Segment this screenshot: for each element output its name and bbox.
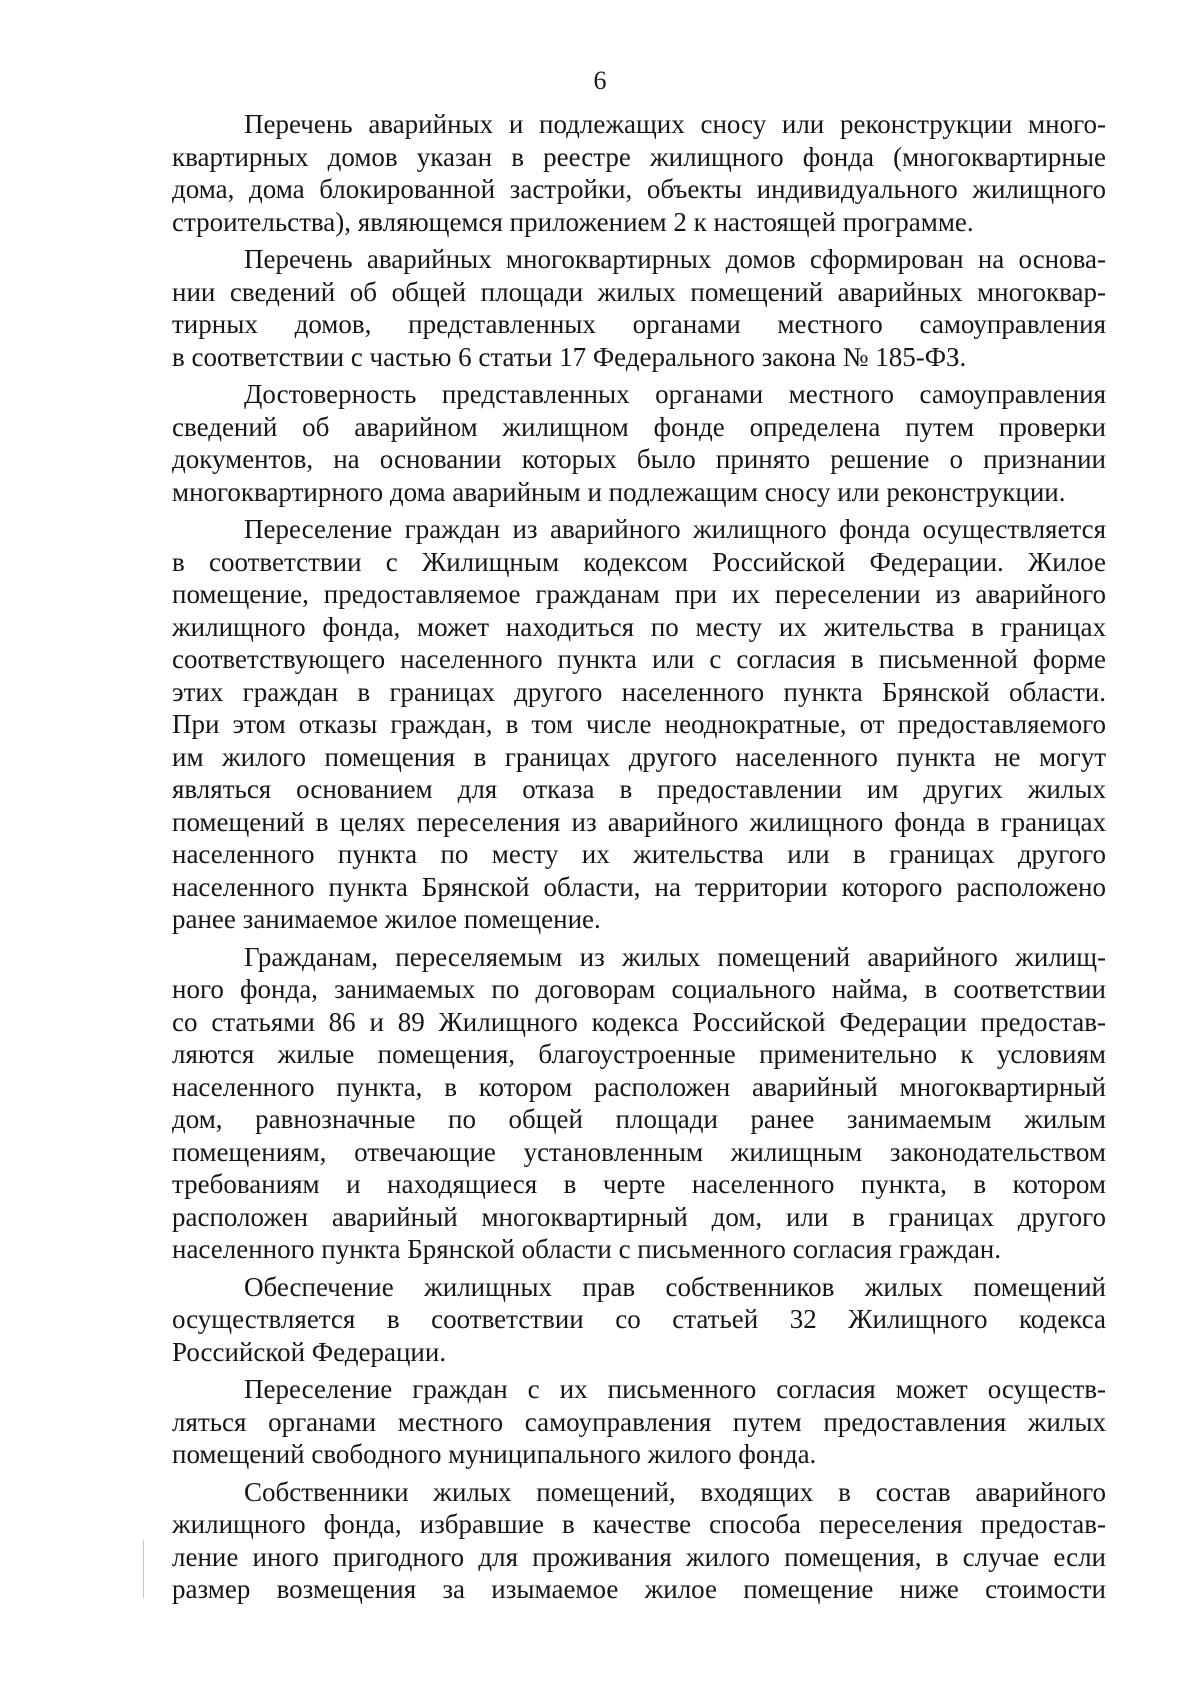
text-line: тирных домов, представленных органами местного самоуправления [172,309,1106,339]
paragraph [172,108,1106,238]
text-line: помещений в целях переселения из аварийного жилищного фонда в границах [172,806,1106,837]
text-line: требованиям и находящиеся в черте населенного пункта, в котором [172,1169,1106,1199]
text-line: осуществляется в соответствии со статьей 32 Жилищного кодекса [172,1304,1106,1334]
text-line: размер возмещения за изымаемое жилое помещение ниже стоимости [172,1574,1106,1604]
text-line: Собственники жилых помещений, входящих в состав аварийного [244,1476,1106,1507]
text-line: помещениям, отвечающие установленным жилищным законодательством [172,1136,1106,1167]
paragraph [172,1271,1106,1369]
text-line: нии сведений об общей площади жилых помещений аварийных многоквар- [172,276,1106,307]
text-line: ляться органами местного самоуправления путем предоставления жилых [172,1406,1106,1437]
text-line: ранее занимаемое жилое помещение. [172,904,601,934]
text-line: Перечень аварийных и подлежащих сносу или реконструкции много- [244,109,1106,139]
document-body [172,108,1106,1611]
text-line: населенного пункта, в котором расположен аварийный многоквартирный [172,1071,1106,1102]
text-line: расположен аварийный многоквартирный дом, или в границах другого [172,1201,1106,1232]
text-line: Переселение граждан с их письменного согласия может осуществ- [244,1374,1106,1404]
text-line: в соответствии с частью 6 статьи 17 Федерального закона № 185-ФЗ. [172,341,967,372]
text-line: Переселение граждан из аварийного жилищного фонда осуществляется [244,514,1106,544]
text-line: Перечень аварийных многоквартирных домов сформирован на основа- [244,244,1106,274]
text-line: квартирных домов указан в реестре жилищного фонда (многоквартирные [172,141,1106,172]
text-line: Российской Федерации. [172,1336,447,1367]
paragraph [172,513,1106,936]
text-line: Достоверность представленных органами местного самоуправления [244,379,1106,409]
text-line: населенного пункта Брянской области с письменного согласия граждан. [172,1234,1001,1264]
paragraph [172,1476,1106,1606]
text-line: документов, на основании которых было принято решение о признании [172,444,1106,474]
text-line: строительства), являющемся приложением 2 к настоящей программе. [172,206,974,237]
text-line: им жилого помещения в границах другого населенного пункта не могут [172,741,1106,772]
text-line: ного фонда, занимаемых по договорам социального найма, в соответствии [172,974,1106,1004]
text-line: сведений об аварийном жилищном фонде определена путем проверки [172,411,1106,442]
text-line: жилищного фонда, может находиться по месту их жительства в границах [172,611,1106,642]
text-line: ление иного пригодного для проживания жилого помещения, в случае если [172,1541,1106,1572]
text-line: дом, равнозначные по общей площади ранее занимаемым жилым [172,1104,1106,1134]
page-number: 6 [593,66,607,95]
text-line: населенного пункта Брянской области, на территории которого расположено [172,871,1106,902]
text-line: жилищного фонда, избравшие в качестве способа переселения предостав- [172,1509,1106,1539]
paragraph [172,243,1106,373]
text-line: соответствующего населенного пункта или с согласия в письменной форме [172,644,1106,674]
text-line: ляются жилые помещения, благоустроенные применительно к условиям [172,1039,1106,1069]
text-line: Гражданам, переселяемым из жилых помещений аварийного жилищ- [244,941,1106,972]
text-line: помещение, предоставляемое гражданам при их переселении из аварийного [172,579,1106,609]
scan-margin-mark [143,1540,144,1598]
text-line: населенного пункта по месту их жительства или в границах другого [172,839,1106,869]
text-line: многоквартирного дома аварийным и подлежащим сносу или реконструкции. [172,476,1066,507]
text-line: помещений свободного муниципального жилого фонда. [172,1439,817,1469]
text-line: дома, дома блокированной застройки, объекты индивидуального жилищного [172,174,1106,204]
paragraph [172,378,1106,508]
text-line: являться основанием для отказа в предоставлении им других жилых [172,774,1106,804]
text-line: со статьями 86 и 89 Жилищного кодекса Российской Федерации предостав- [172,1006,1106,1037]
paragraph [172,1373,1106,1471]
text-line: При этом отказы граждан, в том числе неоднократные, от предоставляемого [172,709,1106,739]
text-line: в соответствии с Жилищным кодексом Российской Федерации. Жилое [172,546,1106,577]
text-line: Обеспечение жилищных прав собственников жилых помещений [244,1271,1106,1302]
paragraph [172,941,1106,1266]
text-line: этих граждан в границах другого населенного пункта Брянской области. [172,676,1106,707]
